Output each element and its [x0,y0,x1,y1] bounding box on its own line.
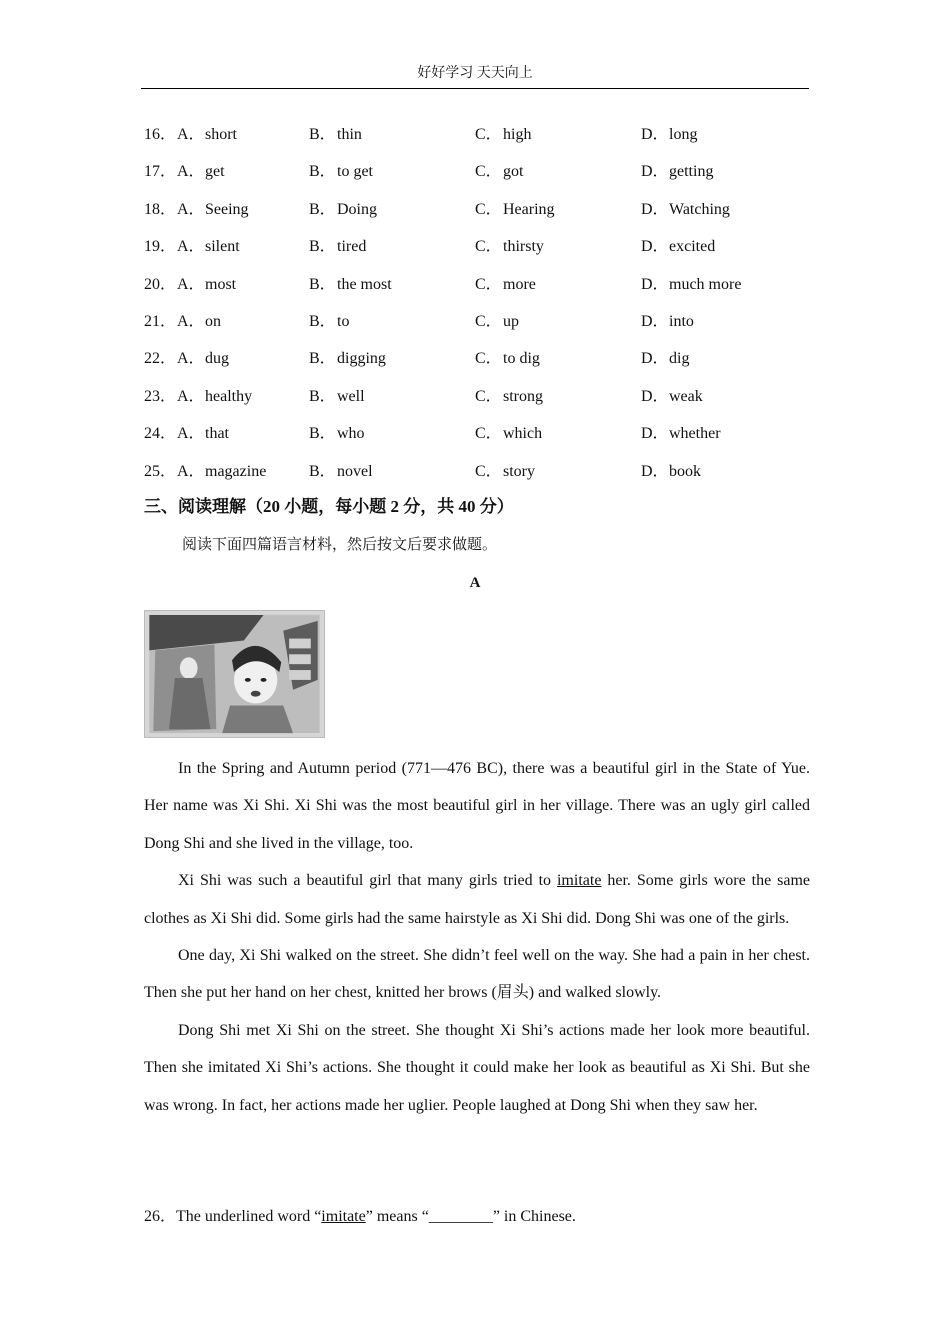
passage-paragraph-4: Dong Shi met Xi Shi on the street. She thought Xi Shi’s actions made her look more beautiful. Then she imitated Xi Shi’s actions. She thought it could make her look as beautiful as Xi Shi. But she was wrong. In fact, her actions made her uglier. People laughed at Dong Shi when they saw her. [144,1021,810,1114]
passage-paragraph-1: In the Spring and Autumn period (771—476 BC), there was a beautiful girl in the State of Yue. Her name was Xi Shi. Xi Shi was the most beautiful girl in her village. There was an ugly girl called Dong Shi and she lived in the village, too. [144,760,810,852]
choice-letter: D． [641,200,669,218]
option-choice [177,116,237,153]
choice-text: that [205,425,229,443]
choice-text: high [503,126,532,143]
choice-letter: D． [641,126,669,143]
choice-letter: B． [309,275,336,293]
option-choice [309,116,362,153]
passage-paragraph-3: One day, Xi Shi walked on the street. She didn’t feel well on the way. She had a pain in her chest. Then she put her hand on her chest, knitted her brows (眉头) and walked slowly. [144,947,810,1002]
option-row [144,116,814,153]
option-choice [177,153,225,190]
choice-text: up [503,312,519,330]
choice-letter: A． [177,350,205,368]
choice-letter: C． [475,462,502,480]
choice-letter: C． [475,238,502,256]
choice-text: book [669,462,701,480]
option-choice [309,153,373,190]
choice-text: Doing [337,200,377,218]
choice-letter: A． [177,312,205,330]
choice-text: thirsty [503,238,544,256]
choice-text: silent [205,238,240,256]
choice-letter: A． [177,425,205,443]
option-choice [641,340,689,377]
choice-text: digging [337,350,386,368]
choice-letter: C． [475,163,502,181]
paragraph-2-text-before: Xi Shi was such a beautiful girl that many girls tried to [178,872,557,890]
option-row [144,378,814,415]
choice-text: much more [669,275,742,293]
option-choice [641,453,701,490]
question-number: 21． [144,312,177,330]
option-choice [309,453,373,490]
option-row [144,191,814,228]
question-number: 23． [144,387,177,405]
choice-letter: B． [309,200,336,218]
option-choice [475,228,544,265]
option-choice [309,415,365,452]
choice-letter: A． [177,200,205,218]
choice-text: excited [669,238,716,256]
choice-letter: A． [177,126,205,143]
choice-text: get [205,163,225,181]
paragraph-2-text-after: her. Some girls wore the same clothes as Xi Shi did. Some girls had the same hairstyle as Xi Shi did. Dong Shi was one of the girls. [144,872,811,927]
choice-letter: B． [309,350,336,368]
choice-letter: B． [309,462,336,480]
question-number: 17． [144,163,177,181]
option-choice [309,191,377,228]
option-choice [177,415,229,452]
choice-letter: D． [641,387,669,405]
question-number: 24． [144,425,177,443]
choice-text: to get [337,163,373,181]
choice-text: novel [337,462,373,480]
option-choice [177,340,229,377]
choice-letter: B． [309,126,336,143]
option-row [144,303,814,340]
option-choice [475,453,535,490]
choice-text: story [503,462,535,480]
choice-letter: A． [177,462,205,480]
option-row [144,266,814,303]
option-row [144,415,814,452]
choice-letter: C． [475,200,502,218]
choice-letter: D． [641,163,669,181]
option-choice [475,303,519,340]
choice-text: got [503,163,524,181]
option-choice [641,116,697,153]
choice-letter: A． [177,163,205,181]
choice-letter: B． [309,238,336,256]
question-text-before: The underlined word “ [176,1208,322,1225]
option-choice [475,116,531,153]
choice-text: magazine [205,462,267,480]
option-choice [309,340,386,377]
option-choice [177,303,221,340]
option-choice [309,303,349,340]
choice-letter: D． [641,462,669,480]
choice-text: weak [669,387,703,405]
option-choice [475,153,523,190]
reading-passage [144,750,810,1124]
option-choice [641,415,721,452]
choice-letter: C． [475,350,502,368]
passage-label: A [469,575,481,591]
choice-letter: B． [309,387,336,405]
choice-text: into [669,312,694,330]
underlined-word-imitate: imitate [556,872,602,890]
option-choice [177,228,240,265]
page-header: 好好学习 天天向上 [141,64,809,89]
section-title: 三、阅读理解（20 小题，每小题 2 分，共 40 分） [144,497,514,516]
question-number: 19． [144,238,177,256]
question-number: 18． [144,200,177,218]
choice-letter: D． [641,275,669,293]
choice-text: Watching [669,200,730,218]
choice-letter: B． [309,163,336,181]
multiple-choice-options [144,116,814,490]
choice-text: short [205,126,237,143]
choice-letter: A． [177,387,205,405]
choice-letter: C． [475,275,502,293]
choice-letter: C． [475,425,502,443]
option-choice [641,153,713,190]
question-26 [144,1198,576,1235]
option-choice [177,266,236,303]
choice-letter: B． [309,425,336,443]
question-number: 26． [144,1208,177,1225]
option-choice [641,303,694,340]
choice-text: the most [337,275,392,293]
choice-text: Seeing [205,200,249,218]
choice-text: to [337,312,350,330]
option-choice [641,266,741,303]
choice-text: Hearing [503,200,555,218]
option-choice [309,266,392,303]
choice-letter: C． [475,126,502,143]
choice-letter: D． [641,238,669,256]
choice-letter: A． [177,238,205,256]
option-choice [641,228,715,265]
choice-text: more [503,275,536,293]
question-number: 22． [144,350,177,368]
option-choice [475,266,536,303]
choice-text: whether [669,425,721,443]
choice-letter: C． [475,387,502,405]
choice-text: healthy [205,387,253,405]
option-choice [475,340,540,377]
question-number: 16． [144,126,177,143]
choice-letter: D． [641,350,669,368]
choice-letter: A． [177,275,205,293]
choice-text: tired [337,238,367,256]
choice-text: to dig [503,350,540,368]
option-choice [475,191,555,228]
choice-text: getting [669,163,714,181]
choice-text: dig [669,350,690,368]
choice-text: which [503,425,543,443]
question-number: 25． [144,462,177,480]
xishi-dongshi-illustration [144,610,325,738]
option-choice [475,415,542,452]
choice-text: long [669,126,698,143]
choice-letter: C． [475,312,502,330]
option-choice [641,191,730,228]
option-row [144,340,814,377]
option-choice [309,228,366,265]
choice-text: dug [205,350,229,368]
option-choice [177,378,252,415]
choice-letter: B． [309,312,336,330]
choice-text: on [205,312,221,330]
option-row [144,228,814,265]
choice-letter: D． [641,312,669,330]
choice-text: who [337,425,365,443]
choice-text: thin [337,126,362,143]
option-row [144,453,814,490]
section-instruction: 阅读下面四篇语言材料，然后按文后要求做题。 [182,537,498,553]
option-choice [475,378,543,415]
choice-text: well [337,387,365,405]
option-choice [309,378,365,415]
question-number: 20． [144,275,177,293]
option-choice [641,378,703,415]
choice-text: strong [503,387,543,405]
question-text-after: ” means “________” in Chinese. [365,1208,576,1225]
passage-paragraph-2 [144,862,810,937]
choice-text: most [205,275,237,293]
option-choice [177,191,249,228]
option-choice [177,453,266,490]
question-underlined-word: imitate [321,1208,366,1225]
option-row [144,153,814,190]
choice-letter: D． [641,425,669,443]
